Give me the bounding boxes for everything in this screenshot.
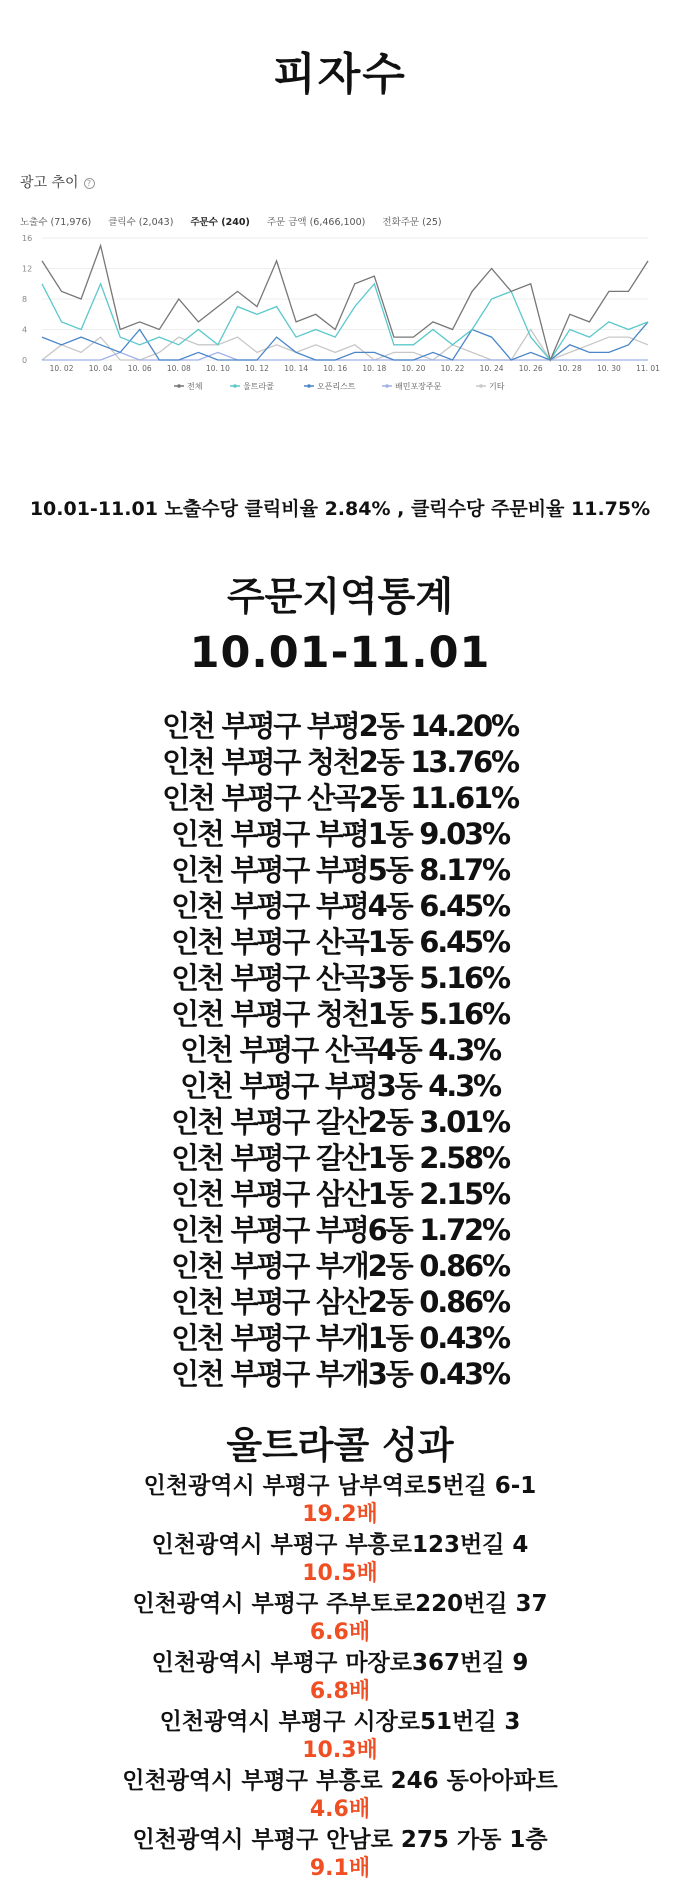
ultracall-multiplier: 9.1배: [309, 1856, 371, 1881]
ultracall-address: 인천광역시 부평구 부흥로 246 동아아파트: [122, 1768, 558, 1794]
ultracall-address: 인천광역시 부평구 안남로 275 가동 1층: [132, 1827, 548, 1853]
metric-tab-clicks[interactable]: 클릭수 (2,043): [108, 217, 174, 228]
click-order-ratio-summary: 10.01-11.01 노출수당 클릭비율 2.84% , 클릭수당 주문비율 11.75%: [29, 498, 651, 520]
legend-marker: [479, 384, 483, 388]
x-tick-label: 10. 10: [206, 364, 230, 373]
region-item: 인천 부평구 부평5동 8.17%: [171, 853, 509, 887]
ultracall-item: [0, 1649, 680, 1708]
ultracall-item: [0, 1590, 680, 1649]
x-tick-label: 10. 22: [440, 364, 465, 373]
metric-tabs: [20, 214, 456, 228]
x-tick-label: 10. 26: [518, 364, 543, 373]
y-tick-label: 8: [22, 295, 28, 304]
x-tick-label: 10. 08: [166, 364, 191, 373]
ultracall-address: 인천광역시 부평구 마장로367번길 9: [151, 1650, 529, 1676]
x-tick-label: 10. 12: [245, 364, 269, 373]
region-item: 인천 부평구 청천2동 13.76%: [162, 745, 518, 779]
ad-trend-line-chart: [20, 230, 660, 420]
x-tick-label: 10. 02: [49, 364, 74, 373]
y-tick-label: 4: [22, 325, 28, 335]
x-tick-label: 10. 06: [127, 364, 152, 373]
ultracall-address: 인천광역시 부평구 시장로51번길 3: [159, 1709, 521, 1735]
ultracall-multiplier: 19.2배: [302, 1502, 378, 1527]
ultracall-multiplier: 10.3배: [302, 1738, 378, 1763]
legend-label: 오픈리스트: [317, 382, 356, 391]
region-item: 인천 부평구 청천1동 5.16%: [171, 997, 509, 1031]
region-stats-list: [0, 708, 680, 1392]
legend-label: 배민포장주문: [395, 382, 442, 391]
ultracall-address: 인천광역시 부평구 주부토로220번길 37: [132, 1591, 548, 1617]
metric-tab-orders[interactable]: 주문수 (240): [190, 217, 250, 228]
x-tick-label: 10. 18: [362, 364, 387, 373]
x-tick-label: 10. 30: [596, 364, 621, 373]
region-item: 인천 부평구 부개2동 0.86%: [171, 1249, 509, 1283]
ultracall-address: 인천광역시 부평구 남부역로5번길 6-1: [143, 1473, 537, 1499]
region-item: 인천 부평구 부개3동 0.43%: [171, 1357, 509, 1391]
x-tick-label: 10. 28: [557, 364, 582, 373]
metric-tab-phone-orders[interactable]: 전화주문 (25): [382, 217, 442, 228]
x-tick-label: 10. 04: [88, 364, 113, 373]
region-item: 인천 부평구 산곡1동 6.45%: [171, 925, 509, 959]
ultracall-item: [0, 1826, 680, 1885]
region-item: 인천 부평구 삼산2동 0.86%: [171, 1285, 509, 1319]
y-tick-label: 0: [22, 356, 28, 365]
region-item: 인천 부평구 부평6동 1.72%: [171, 1213, 509, 1247]
ultracall-item: [0, 1472, 680, 1531]
x-tick-label: 11. 01: [636, 364, 660, 373]
y-tick-label: 16: [22, 234, 33, 243]
ultracall-address: 인천광역시 부평구 부흥로123번길 4: [151, 1532, 529, 1558]
series-line-전체: [42, 246, 648, 360]
legend-marker: [307, 384, 311, 388]
ultracall-performance-list: [0, 1472, 680, 1885]
ultracall-multiplier: 4.6배: [309, 1797, 371, 1822]
x-tick-label: 10. 16: [323, 364, 348, 373]
region-item: 인천 부평구 갈산1동 2.58%: [171, 1141, 509, 1175]
ultracall-multiplier: 10.5배: [302, 1561, 378, 1586]
region-item: 인천 부평구 부평3동 4.3%: [180, 1069, 500, 1103]
region-item: 인천 부평구 부평2동 14.20%: [162, 709, 518, 743]
region-stats-period: 10.01-11.01: [189, 628, 491, 678]
ultracall-item: [0, 1708, 680, 1767]
legend-marker: [233, 384, 237, 388]
metric-tab-order-amount[interactable]: 주문 금액 (6,466,100): [266, 217, 366, 228]
region-item: 인천 부평구 부개1동 0.43%: [171, 1321, 509, 1355]
ad-trend-panel: [20, 172, 660, 420]
region-stats-title: 주문지역통계: [226, 575, 454, 620]
ad-trend-heading-text: 광고 추이: [20, 175, 79, 191]
region-item: 인천 부평구 삼산1동 2.15%: [171, 1177, 509, 1211]
legend-label: 기타: [489, 382, 505, 391]
ultracall-item: [0, 1767, 680, 1826]
x-tick-label: 10. 24: [479, 364, 504, 373]
legend-label: 울트라콜: [243, 382, 274, 391]
region-item: 인천 부평구 부평4동 6.45%: [171, 889, 509, 923]
page-title: 피자수: [273, 49, 407, 100]
ultracall-performance-title: 울트라콜 성과: [226, 1424, 454, 1467]
region-item: 인천 부평구 산곡2동 11.61%: [162, 781, 518, 815]
legend-marker: [385, 384, 389, 388]
region-item: 인천 부평구 갈산2동 3.01%: [171, 1105, 509, 1139]
region-item: 인천 부평구 산곡4동 4.3%: [180, 1033, 500, 1067]
region-item: 인천 부평구 부평1동 9.03%: [171, 817, 509, 851]
legend-label: 전체: [187, 382, 203, 391]
ultracall-multiplier: 6.6배: [309, 1620, 371, 1645]
x-tick-label: 10. 14: [284, 364, 309, 373]
ad-trend-heading: [20, 172, 95, 192]
ultracall-multiplier: 6.8배: [309, 1679, 371, 1704]
region-item: 인천 부평구 산곡3동 5.16%: [171, 961, 509, 995]
metric-tab-impressions[interactable]: 노출수 (71,976): [20, 217, 92, 228]
legend-marker: [177, 384, 181, 388]
ultracall-item: [0, 1531, 680, 1590]
help-circle-icon[interactable]: ?: [84, 178, 95, 189]
x-tick-label: 10. 20: [401, 364, 426, 373]
y-tick-label: 12: [22, 264, 33, 274]
series-line-오픈리스트: [42, 322, 648, 360]
